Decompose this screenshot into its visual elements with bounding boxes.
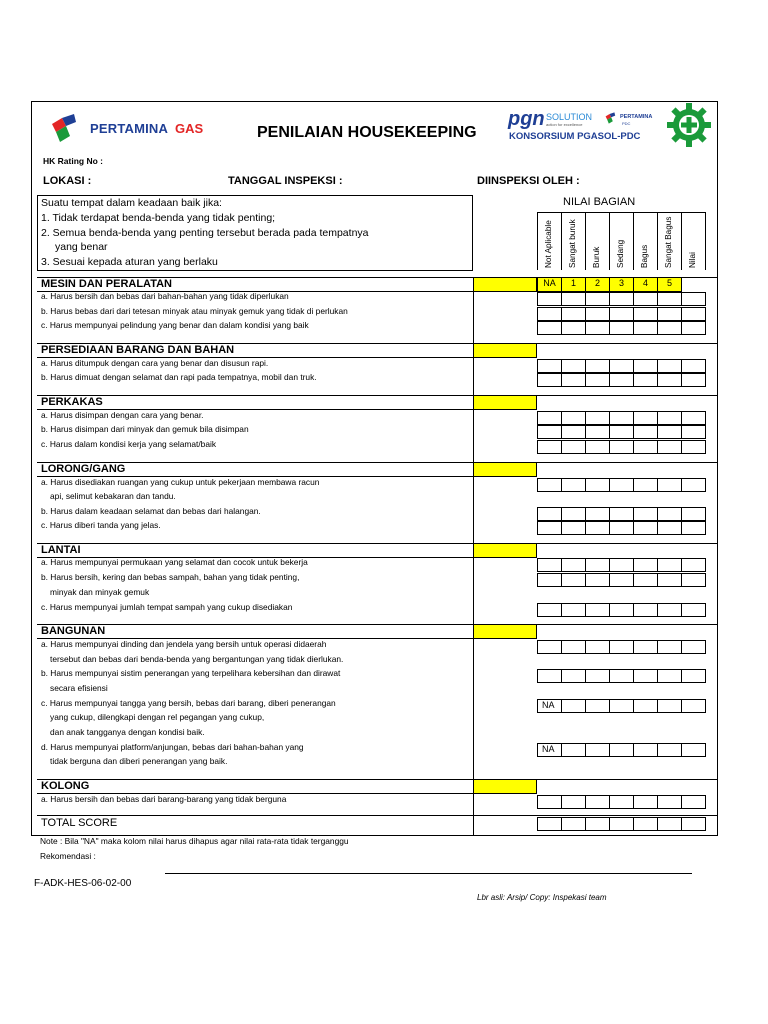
score-cell[interactable] — [585, 440, 610, 454]
section-split-line — [473, 624, 474, 779]
score-cell[interactable] — [561, 603, 586, 617]
score-cell[interactable] — [609, 669, 634, 683]
score-cell[interactable] — [657, 795, 682, 809]
section-score-header — [473, 543, 537, 558]
score-cell[interactable] — [681, 507, 706, 521]
score-cell[interactable] — [681, 321, 706, 335]
score-cell[interactable] — [561, 669, 586, 683]
rating-header-divider — [657, 212, 658, 270]
nilai-bagian-title: NILAI BAGIAN — [563, 196, 636, 208]
na-cell[interactable]: NA — [537, 699, 562, 713]
score-cell[interactable] — [681, 743, 706, 757]
score-cell[interactable] — [681, 411, 706, 425]
scale-header-cell: 4 — [633, 277, 658, 292]
criteria-line-3: 3. Sesuai kepada aturan yang berlaku — [41, 256, 218, 268]
list-item: tidak berguna dan diberi penerangan yang baik. — [50, 756, 228, 766]
score-cell[interactable] — [681, 699, 706, 713]
score-cell[interactable] — [681, 603, 706, 617]
score-cell[interactable] — [537, 795, 562, 809]
score-cell[interactable] — [609, 743, 634, 757]
total-score-cell[interactable] — [537, 817, 562, 831]
score-cell[interactable] — [633, 359, 658, 373]
list-item: a. Harus disediakan ruangan yang cukup untuk pekerjaan membawa racun — [41, 477, 320, 487]
list-item: a. Harus bersih dan bebas dari barang-barang yang tidak berguna — [41, 794, 287, 804]
pertamina-small-logo-icon — [604, 112, 620, 124]
score-cell[interactable] — [537, 425, 562, 439]
score-cell[interactable] — [633, 507, 658, 521]
score-cell[interactable] — [657, 640, 682, 654]
score-cell[interactable] — [681, 573, 706, 587]
tanggal-label: TANGGAL INSPEKSI : — [228, 175, 343, 187]
score-cell[interactable] — [561, 573, 586, 587]
score-cell[interactable] — [609, 411, 634, 425]
score-cell[interactable] — [561, 373, 586, 387]
page-title: PENILAIAN HOUSEKEEPING — [257, 124, 477, 141]
section-score-header — [473, 462, 537, 477]
score-cell[interactable] — [633, 425, 658, 439]
criteria-intro: Suatu tempat dalam keadaan baik jika: — [41, 197, 222, 209]
rating-header-divider — [585, 212, 586, 270]
list-item: a. Harus ditumpuk dengan cara yang benar dan disusun rapi. — [41, 358, 269, 368]
scale-header-cell: 3 — [609, 277, 634, 292]
score-cell[interactable] — [633, 640, 658, 654]
list-item: secara efisiensi — [50, 683, 108, 693]
score-cell[interactable] — [561, 743, 586, 757]
section-divider — [37, 624, 718, 625]
score-cell[interactable] — [537, 440, 562, 454]
score-cell[interactable] — [585, 640, 610, 654]
rating-header-divider — [537, 212, 538, 270]
score-cell[interactable] — [633, 307, 658, 321]
list-item: minyak dan minyak gemuk — [50, 587, 150, 597]
score-cell[interactable] — [585, 292, 610, 306]
score-cell[interactable] — [657, 521, 682, 535]
section-title: KOLONG — [41, 780, 90, 792]
score-cell[interactable] — [681, 521, 706, 535]
section-split-line — [473, 343, 474, 395]
score-cell[interactable] — [561, 411, 586, 425]
score-cell[interactable] — [609, 373, 634, 387]
note-text: Note : Bila "NA" maka kolom nilai harus dihapus agar nilai rata-rata tidak terganggu — [40, 836, 349, 846]
score-cell[interactable] — [681, 795, 706, 809]
score-cell[interactable] — [561, 321, 586, 335]
rating-column-label: Buruk — [592, 246, 601, 268]
score-cell[interactable] — [657, 558, 682, 572]
section-title: PERKAKAS — [41, 396, 103, 408]
score-cell[interactable] — [609, 795, 634, 809]
score-cell[interactable] — [681, 558, 706, 572]
score-cell[interactable] — [585, 795, 610, 809]
solution-tagline: action for excellence — [546, 122, 583, 127]
list-item: a. Harus bersih dan bebas dari bahan-bahan yang tidak diperlukan — [41, 291, 289, 301]
score-cell[interactable] — [609, 603, 634, 617]
score-cell[interactable] — [537, 573, 562, 587]
score-cell[interactable] — [633, 373, 658, 387]
rating-column-label: Sedang — [616, 239, 625, 268]
pgn-logo-text: pgn — [508, 108, 545, 130]
score-cell[interactable] — [633, 558, 658, 572]
score-cell[interactable] — [537, 411, 562, 425]
score-cell[interactable] — [537, 373, 562, 387]
list-item: b. Harus dimuat dengan selamat dan rapi pada tempatnya, mobil dan truk. — [41, 372, 317, 382]
score-cell[interactable] — [585, 321, 610, 335]
score-cell[interactable] — [609, 640, 634, 654]
score-cell[interactable] — [585, 307, 610, 321]
pdc-small-text: PDC — [622, 121, 631, 126]
score-cell[interactable] — [537, 478, 562, 492]
diinspeksi-label: DIINSPEKSI OLEH : — [477, 175, 580, 187]
total-score-label: TOTAL SCORE — [41, 817, 118, 829]
score-cell[interactable] — [633, 478, 658, 492]
section-title: LORONG/GANG — [41, 463, 126, 475]
score-cell[interactable] — [633, 743, 658, 757]
section-title: LANTAI — [41, 544, 81, 556]
consortium-name: KONSORSIUM PGASOL-PDC — [509, 131, 641, 142]
score-cell[interactable] — [609, 478, 634, 492]
list-item: c. Harus mempunyai tangga yang bersih, bebas dari barang, diberi penerangan — [41, 698, 336, 708]
list-item: b. Harus dalam keadaan selamat dan bebas dari halangan. — [41, 506, 261, 516]
score-cell[interactable] — [633, 521, 658, 535]
score-cell[interactable] — [657, 478, 682, 492]
pertamina-logo-text: PERTAMINA — [90, 121, 169, 136]
score-cell[interactable] — [537, 603, 562, 617]
score-cell[interactable] — [681, 292, 706, 306]
score-cell[interactable] — [657, 425, 682, 439]
rating-header-divider — [681, 212, 682, 270]
criteria-line-2: 2. Semua benda-benda yang penting tersebut berada pada tempatnya — [41, 227, 369, 239]
score-cell[interactable] — [681, 640, 706, 654]
total-split-line — [473, 815, 474, 835]
score-cell[interactable] — [657, 321, 682, 335]
gas-logo-text: GAS — [175, 121, 204, 136]
solution-logo-text: SOLUTION — [546, 112, 593, 122]
rating-column-label: Sangat buruk — [568, 219, 577, 268]
score-cell[interactable] — [633, 795, 658, 809]
score-cell[interactable] — [609, 507, 634, 521]
score-cell[interactable] — [585, 359, 610, 373]
scale-header-cell: 1 — [561, 277, 586, 292]
score-cell[interactable] — [681, 359, 706, 373]
score-cell[interactable] — [633, 603, 658, 617]
section-score-header — [473, 624, 537, 639]
score-cell[interactable] — [657, 699, 682, 713]
score-cell[interactable] — [561, 507, 586, 521]
total-score-cell[interactable] — [657, 817, 682, 831]
score-cell[interactable] — [633, 573, 658, 587]
score-cell[interactable] — [657, 507, 682, 521]
list-item: tersebut dan bebas dari benda-benda yang bergantungan yang tidak dierlukan. — [50, 654, 344, 664]
na-cell[interactable]: NA — [537, 743, 562, 757]
pertamina-gas-logo — [48, 114, 238, 146]
score-cell[interactable] — [633, 321, 658, 335]
list-item: dan anak tangganya dengan kondisi baik. — [50, 727, 205, 737]
list-item: b. Harus disimpan dari minyak dan gemuk bila disimpan — [41, 424, 249, 434]
score-cell[interactable] — [585, 558, 610, 572]
total-score-cell[interactable] — [633, 817, 658, 831]
scale-header-cell: NA — [537, 277, 562, 292]
section-split-line — [473, 779, 474, 815]
section-split-line — [473, 462, 474, 543]
score-cell[interactable] — [633, 292, 658, 306]
section-split-line — [473, 395, 474, 462]
safety-cross-icon — [667, 103, 711, 147]
score-cell[interactable] — [657, 603, 682, 617]
criteria-line-2-cont: yang benar — [55, 241, 108, 253]
score-cell[interactable] — [585, 521, 610, 535]
pertamina-small-text: PERTAMINA — [620, 114, 653, 120]
score-cell[interactable] — [537, 558, 562, 572]
score-cell[interactable] — [537, 321, 562, 335]
score-cell[interactable] — [561, 307, 586, 321]
score-cell[interactable] — [537, 640, 562, 654]
list-item: b. Harus bersih, kering dan bebas sampah, bahan yang tidak penting, — [41, 572, 300, 582]
section-score-header — [473, 277, 537, 292]
score-cell[interactable] — [561, 478, 586, 492]
list-item: c. Harus mempunyai pelindung yang benar dan dalam kondisi yang baik — [41, 320, 309, 330]
scale-header-cell: 2 — [585, 277, 610, 292]
score-cell[interactable] — [681, 425, 706, 439]
score-cell[interactable] — [609, 521, 634, 535]
score-cell[interactable] — [537, 359, 562, 373]
score-cell[interactable] — [609, 699, 634, 713]
list-item: a. Harus mempunyai permukaan yang selamat dan cocok untuk bekerja — [41, 557, 308, 567]
score-cell[interactable] — [657, 573, 682, 587]
score-cell[interactable] — [561, 521, 586, 535]
score-cell[interactable] — [585, 573, 610, 587]
lokasi-label: LOKASI : — [43, 175, 92, 187]
distribution-note: Lbr asli: Arsip/ Copy: Inspekasi team — [477, 893, 607, 902]
rating-header-divider — [561, 212, 562, 270]
score-cell[interactable] — [609, 558, 634, 572]
score-cell[interactable] — [585, 425, 610, 439]
criteria-line-1: 1. Tidak terdapat benda-benda yang tidak penting; — [41, 212, 276, 224]
total-score-cell[interactable] — [681, 817, 706, 831]
section-split-line — [473, 543, 474, 624]
score-cell[interactable] — [657, 307, 682, 321]
list-item: a. Harus mempunyai dinding dan jendela yang bersih untuk operasi didaerah — [41, 639, 327, 649]
score-cell[interactable] — [657, 359, 682, 373]
section-score-header — [473, 779, 537, 794]
rating-header-divider — [633, 212, 634, 270]
total-divider — [37, 815, 718, 816]
section-score-header — [473, 343, 537, 358]
list-item: a. Harus disimpan dengan cara yang benar. — [41, 410, 204, 420]
score-cell[interactable] — [681, 373, 706, 387]
score-cell[interactable] — [561, 440, 586, 454]
score-cell[interactable] — [681, 478, 706, 492]
form-code: F-ADK-HES-06-02-00 — [34, 878, 132, 889]
score-cell[interactable] — [561, 640, 586, 654]
section-divider — [37, 779, 718, 780]
list-item: c. Harus dalam kondisi kerja yang selamat/baik — [41, 439, 217, 449]
pertamina-logo-icon — [48, 114, 88, 142]
rating-header-divider — [705, 212, 706, 270]
score-cell[interactable] — [681, 440, 706, 454]
score-cell[interactable] — [657, 373, 682, 387]
rekomendasi-line — [165, 873, 692, 874]
score-cell[interactable] — [537, 521, 562, 535]
total-score-cell[interactable] — [585, 817, 610, 831]
score-cell[interactable] — [633, 669, 658, 683]
score-cell[interactable] — [633, 699, 658, 713]
score-cell[interactable] — [585, 743, 610, 757]
score-cell[interactable] — [585, 603, 610, 617]
scale-header-cell: 5 — [657, 277, 682, 292]
list-item: api, selimut kebakaran dan tandu. — [50, 491, 176, 501]
score-cell[interactable] — [561, 795, 586, 809]
score-cell[interactable] — [657, 743, 682, 757]
score-cell[interactable] — [609, 292, 634, 306]
score-cell[interactable] — [609, 359, 634, 373]
section-title: PERSEDIAAN BARANG DAN BAHAN — [41, 344, 235, 356]
hk-rating-label: HK Rating No : — [43, 156, 103, 166]
rating-header-divider — [609, 212, 610, 270]
total-score-cell[interactable] — [561, 817, 586, 831]
score-cell[interactable] — [609, 307, 634, 321]
rating-header-top-line — [537, 212, 705, 213]
section-score-header — [473, 395, 537, 410]
list-item: b. Harus bebas dari dari tetesan minyak atau minyak gemuk yang tidak di perlukan — [41, 306, 348, 316]
score-cell[interactable] — [561, 425, 586, 439]
score-cell[interactable] — [561, 699, 586, 713]
score-cell[interactable] — [585, 411, 610, 425]
score-cell[interactable] — [633, 440, 658, 454]
score-cell[interactable] — [561, 292, 586, 306]
rating-column-label: Sangat Bagus — [664, 216, 673, 268]
score-cell[interactable] — [609, 425, 634, 439]
section-split-line — [473, 277, 474, 343]
score-cell[interactable] — [609, 440, 634, 454]
score-cell[interactable] — [585, 699, 610, 713]
section-divider — [37, 395, 718, 396]
score-cell[interactable] — [657, 669, 682, 683]
score-cell[interactable] — [609, 573, 634, 587]
score-cell[interactable] — [681, 669, 706, 683]
section-title: MESIN DAN PERALATAN — [41, 278, 172, 290]
score-cell[interactable] — [537, 292, 562, 306]
score-cell[interactable] — [537, 307, 562, 321]
list-item: d. Harus mempunyai platform/anjungan, bebas dari bahan-bahan yang — [41, 742, 304, 752]
rating-column-label: Nilai — [688, 252, 697, 268]
score-cell[interactable] — [585, 507, 610, 521]
rekomendasi-label: Rekomendasi : — [40, 851, 96, 861]
score-cell[interactable] — [633, 411, 658, 425]
score-cell[interactable] — [657, 440, 682, 454]
score-cell[interactable] — [537, 669, 562, 683]
rating-column-label: Bagus — [640, 244, 649, 268]
score-cell[interactable] — [561, 558, 586, 572]
section-title: BANGUNAN — [41, 625, 106, 637]
score-cell[interactable] — [585, 373, 610, 387]
score-cell[interactable] — [585, 478, 610, 492]
score-cell[interactable] — [657, 292, 682, 306]
list-item: c. Harus mempunyai jumlah tempat sampah yang cukup disediakan — [41, 602, 293, 612]
list-item: b. Harus mempunyai sistim penerangan yang terpelihara kebersihan dan dirawat — [41, 668, 341, 678]
section-divider — [37, 543, 718, 544]
score-cell[interactable] — [609, 321, 634, 335]
total-score-cell[interactable] — [609, 817, 634, 831]
score-cell[interactable] — [657, 411, 682, 425]
list-item: yang cukup, dilengkapi dengan rel pegangan yang cukup, — [50, 712, 265, 722]
score-cell[interactable] — [585, 669, 610, 683]
score-cell[interactable] — [681, 307, 706, 321]
list-item: c. Harus diberi tanda yang jelas. — [41, 520, 161, 530]
rating-column-label: Not Aplicable — [544, 220, 553, 268]
section-divider — [37, 462, 718, 463]
score-cell[interactable] — [537, 507, 562, 521]
score-cell[interactable] — [561, 359, 586, 373]
